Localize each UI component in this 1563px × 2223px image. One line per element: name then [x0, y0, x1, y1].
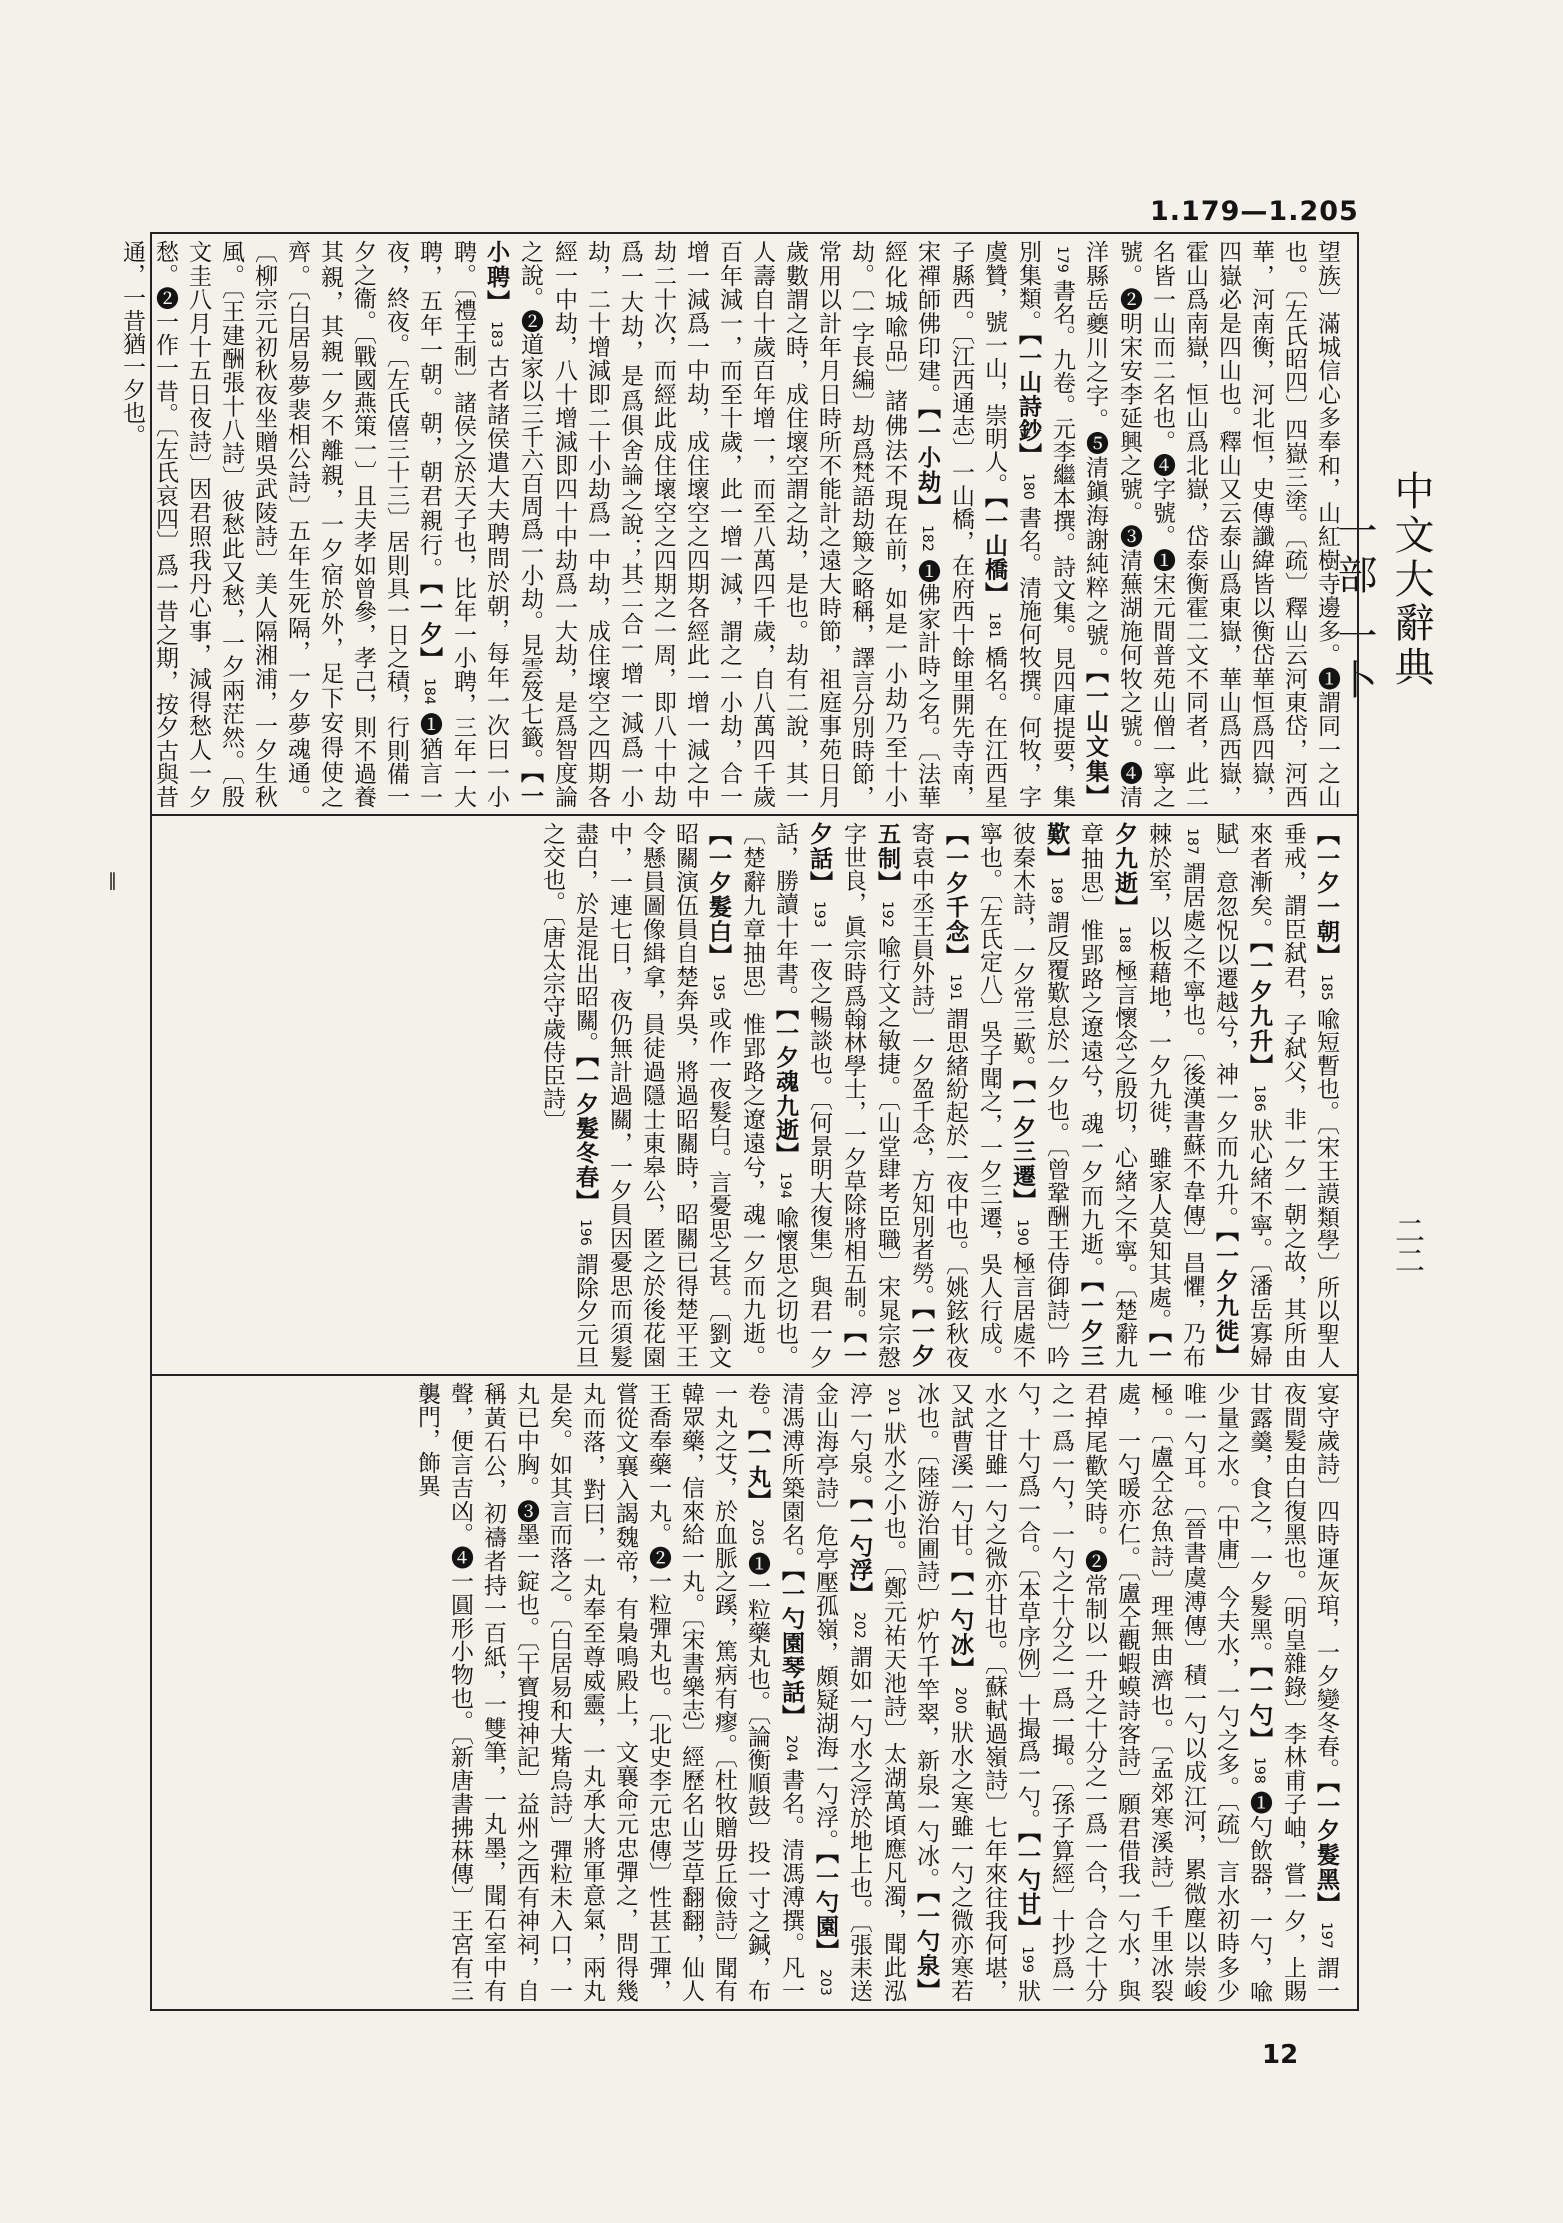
entry-definition: 極言居處不寧也。〔左氏定八〕吳子聞之，一夕三遷，吳人行成。 — [976, 822, 1035, 1369]
entry-number: 198 — [1251, 1757, 1267, 1785]
dictionary-title: 中文大辭典 — [1388, 470, 1434, 690]
entry-number: 189 — [1048, 876, 1064, 904]
entry-definition: 清馮溥所築園名。 — [778, 1382, 804, 1570]
section-label: 一部 一卜 — [1331, 510, 1377, 703]
entry-definition: ❶一粒藥丸也。〔論衡順鼓〕投一寸之鍼，布一丸之艾，於血脈之蹊，篤病有瘳。〔杜牧贈毋丘儉詩〕聞有韓眾藥，信來給一丸。〔宋書樂志〕經歷名山芝草翻翻，仙人王喬奉藥一丸。❷一粒彈丸也。〔北史李元忠傳〕性甚工彈，嘗從文襄入謁魏帝，有梟鳴殿上，文襄命元忠彈之，問得幾丸而落，對曰，一丸奉至尊威靈，一丸承大將軍意氣，兩丸是矣。如其言而落之。〔白居易和大觜烏詩〕彈粒未入口，一丸已中胸。❸墨一錠也。〔干寶搜神記〕益州之西有神祠，自稱黃石公，初禱者持一百紙，一雙筆，一丸墨，聞石室中有聲，便言吉凶。❹一圓形小物也。〔新唐書拂菻傳〕王宮有三襲門，飾異 — [414, 1382, 770, 2003]
entry-headword: 【一丸】 — [744, 1428, 771, 1514]
band-text — [119, 240, 1343, 809]
entry-definition: 謂如一勺水之浮於地上也。〔張耒送金山海亭詩〕危亭壓孤嶺，頗疑湖海一勺浮。 — [812, 1382, 872, 2003]
entry-definition: 書名。清馮溥撰。凡一卷。 — [744, 1382, 804, 2003]
entry-number: 192 — [879, 901, 895, 929]
entry-number: 195 — [710, 973, 726, 1001]
entry-headword: 【一勺園琴話】 — [778, 1569, 805, 1729]
entry-headword: 【一夕九徙】 — [1212, 1230, 1239, 1369]
entry-number: 180 — [1020, 473, 1036, 500]
entry-headword: 【一夕髮黑】 — [1313, 1781, 1340, 1917]
entry-definition: 橋名。在江西星子縣西。〔江西通志〕一山橋，在府西十餘里開先寺南，宋禪師佛印建。 — [914, 240, 1007, 809]
entry-definition: ❶勺飲器，一勺，喩少量之水。〔中庸〕今夫水，一勺之多。〔疏〕言水初時多少唯一勺耳。〔晉書虞溥傳〕積一勺以成江河，累微塵以崇峻極。〔盧仝忿魚詩〕理無由濟也。〔孟郊寒溪詩〕千里冰裂處，一勺暖亦仁。〔盧仝觀蝦蟆詩客詩〕願君借我一勺水，與君掉尾歡笑時。❷常制以一升之十分之一爲一合，合之十分之一爲一勺，一勺之十分之一爲一撮。〔孫子算經〕十抄爲一勺，十勺爲一合。〔本草序例〕十撮爲一勺。 — [1014, 1382, 1272, 2003]
entry-definition: 極言懷念之殷切，心緒之不寧。〔楚辭九章抽思〕惟郢路之遼遠兮，魂一夕而九逝。 — [1077, 822, 1137, 1368]
entry-definition: 謂一夜間髮由白復黑也。〔明皇雜錄〕李林甫子岫，嘗一夕，上賜甘露羹，食之，一夕髮黑。 — [1246, 1382, 1339, 2003]
entry-definition: ❶猶言一夜，終夜。〔左氏僖三十三〕居則具一日之積，行則備一夕之衞。〔戰國燕策一〕且夫孝如曾參，孝己，則不過養其親，其親一夕不離親，一夕宿於外，足下安得使之齊。〔白居易夢裴相公詩〕五年生死隔，一夕夢魂通。〔柳宗元初秋夜坐贈吳武陵詩〕美人隔湘浦，一夕生秋風。〔王建酬張十八詩〕彼愁此又愁，一夕兩茫然。〔殷文圭八月十五日夜詩〕因君照我丹心事，減得愁人一夕愁。❷一作一昔。〔左氏哀四〕爲一昔之期，按夕古與昔通，一昔猶一夕也。 — [119, 240, 442, 808]
dictionary-entry — [517, 240, 940, 808]
margin-mark: ‖ — [108, 870, 117, 891]
entry-definition: 狀心緒不寧。〔潘岳寡婦賦〕意忽怳以遷越兮，神一夕而九升。 — [1212, 822, 1272, 1369]
dictionary-entry — [908, 822, 968, 1368]
band-bottom — [166, 1382, 1343, 2002]
entry-number: 197 — [1318, 1922, 1334, 1950]
entry-definition: 謂居處之不寧也。〔後漢書蘇不韋傳〕昌懼，乃布棘於室，以板藉地，一夕九徙，雖家人莫知其處。 — [1145, 822, 1205, 1368]
entry-headword: 【一夕九逝】 — [1111, 822, 1172, 1369]
entry-number: 202 — [851, 1612, 867, 1639]
page-number: 12 — [1262, 2040, 1299, 2070]
entry-headword: 【一勺泉】 — [913, 1890, 940, 2003]
band-text — [166, 1382, 1343, 2002]
entry-number: 184 — [421, 677, 437, 705]
entry-number: 187 — [1184, 828, 1200, 855]
entry-definition: 狀水之小也。〔鄭元祐天池詩〕太湖萬頃應凡濁，聞此泓渟一勺泉。 — [846, 1382, 906, 2002]
entry-definition: 狀水之寒雖一勺之微亦寒若冰也。〔陸游治圃詩〕炉竹千竿翠，新泉一勺冰。 — [913, 1382, 973, 2003]
entry-headword: 【一勺園】 — [812, 1852, 839, 1964]
entry-definition: 書名。九卷。元李繼本撰。詩文集。見四庫提要，集別集類。 — [1015, 240, 1075, 808]
entry-number: 185 — [1318, 973, 1334, 1001]
entry-number: 203 — [817, 1969, 833, 1997]
entry-headword: 【一山橋】 — [981, 496, 1008, 607]
dictionary-entry — [1313, 1382, 1339, 1781]
entry-definition: 宴守歲詩〕四時運灰琯，一夕變冬春。 — [1313, 1382, 1339, 1782]
entry-headword: 【一山文集】 — [1082, 670, 1109, 809]
entry-number: 182 — [919, 525, 935, 552]
entry-number: 183 — [488, 320, 504, 348]
entry-headword: 【一勺】 — [1246, 1664, 1273, 1752]
page-frame — [119, 232, 1359, 2011]
entry-number: 191 — [947, 973, 963, 1001]
entry-headword: 【一夕髮白】 — [705, 822, 732, 968]
entry-headword: 【一夕一朝】 — [1313, 822, 1340, 968]
entry-definition: 喩懷思之切也。〔楚辭九章抽思〕惟郢路之遼遠兮，魂一夕而九逝。 — [739, 822, 798, 1369]
entry-definition: 書名。清施何牧撰。何牧，字虞贊，號一山，崇明人。 — [981, 240, 1041, 809]
entry-definition: 喩短暫也。〔宋王謨類學〕所以聖人垂戒，謂臣弑君，子弑父，非一夕一朝之故，其所由來者漸矣。 — [1246, 822, 1339, 1369]
entry-number: 204 — [783, 1734, 799, 1762]
entry-definition: 謂除夕元旦之交也。〔唐太宗守歲侍臣詩〕 — [539, 822, 598, 1369]
entry-definition: 古者諸侯遣大夫聘問於朝，每年一次曰一小聘。〔禮王制〕諸侯之於天子也，比年一小聘，三年一大聘，五年一朝。朝，朝君親行。 — [416, 240, 509, 809]
dictionary-entry — [1082, 240, 1340, 808]
dictionary-entry — [119, 240, 442, 808]
entry-number: 200 — [952, 1687, 968, 1714]
entry-number: 181 — [986, 612, 1002, 639]
entry-headword: 【一小劫】 — [914, 406, 941, 520]
side-number: 二二 — [1389, 1215, 1424, 1275]
entry-headword: 【一夕三遷】 — [1009, 1078, 1036, 1213]
entry-headword: 【一勺甘】 — [1014, 1831, 1041, 1941]
entry-headword: 【一勺冰】 — [947, 1570, 974, 1682]
entry-number: 194 — [777, 1172, 793, 1200]
entry-number: 188 — [1116, 925, 1132, 953]
entry-definition: 狀水之甘雖一勺之微亦甘也。〔蘇軾過嶺詩〕七年來往我何堪，又試曹溪一勺甘。 — [947, 1382, 1040, 2003]
entry-number: 179 — [1054, 246, 1070, 273]
entry-definition: 謂反覆歎息於一夕也。〔曾鞏酬王侍御詩〕吟彼秦木詩，一夕常三歎。 — [1009, 822, 1069, 1369]
entry-headword: 【一夕三歎】 — [1043, 822, 1104, 1369]
entry-headword: 【一夕魂九逝】 — [772, 1008, 799, 1167]
entry-headword: 【一勺浮】 — [846, 1497, 873, 1606]
entry-headword: 【一夕九升】 — [1246, 941, 1273, 1079]
entry-range: 1.179—1.205 — [1150, 196, 1359, 227]
entry-definition: 謂思緒紛起於一夜中也。〔姚鉉秋夜寄袁中丞王員外詩〕一夕盈千念，方知別者勞。 — [908, 822, 968, 1369]
band-divider-1 — [152, 814, 1357, 816]
entry-number: 196 — [577, 1218, 593, 1246]
band-top — [119, 240, 1343, 809]
dictionary-entry — [1014, 1382, 1272, 2002]
entry-number: 193 — [811, 901, 827, 929]
entry-headword: 【一夕髮冬春】 — [572, 1054, 599, 1213]
entry-number: 199 — [1019, 1946, 1035, 1973]
entry-headword: 【一小聘】 — [483, 240, 544, 809]
entry-number: 186 — [1251, 1084, 1267, 1112]
band-divider-2 — [152, 1374, 1357, 1376]
entry-definition: ❶佛家計時之名。〔法華經化城喩品〕諸佛法不現在前，如是一小劫乃至十小劫。〔一字長編〕劫爲梵語劫簸之略稱，譯言分別時節，常用以計年月日時所不能計之遠大時節，祖庭事苑日月歲數謂之時，成住壞空謂之劫，是也。劫有二說，其一人壽自十歲百年增一，而至八萬四千歲，自八萬四千歲百年減一，而至十歲，此一增一減，謂之一小劫，合一增一減爲一中劫，成住壞空之四期各經此一增一減之中劫二十次，而經此成住壞空之四期之一周，即八十中劫爲一大劫，是爲俱舍論之說；其二合一增一減爲一小劫，二十增減即二十小劫爲一中劫，成住壞空之四期各經一中劫，八十增減即四十中劫爲一大劫，是爲智度論之說。❷道家以三千六百周爲一小劫。見雲笈七籤。 — [517, 240, 940, 809]
band-text — [166, 822, 1343, 1368]
dictionary-entry — [414, 1382, 770, 2002]
entry-number: 190 — [1014, 1218, 1030, 1246]
entry-headword: 【一山詩鈔】 — [1015, 333, 1042, 468]
entry-number: 205 — [749, 1519, 765, 1546]
entry-definition: 或作一夜髮白。言憂思之甚。〔劉文昭關演伍員自楚奔吳，將過昭關時，昭關已得楚平王令懸員圖像緝拿，員徒過隱士東皋公，匿之於後花園中，一連七日，夜仍無計過關，一夕員因憂思而須髮盡白，於是混出昭關。 — [572, 822, 731, 1369]
entry-definition: 望族〕滿城信心多奉和，山紅樹寺邊多。❶謂同一之山也。〔左氏昭四〕四嶽三塗。〔疏〕釋山云河東岱，河西華，河南衡，河北恒，史傳讖緯皆以衡岱華恒爲四嶽，四嶽必是四山也。釋山又云泰山爲東嶽，華山爲西嶽，霍山爲南嶽，恒山爲北嶽，岱泰衡霍二文不同者，此二名皆一山而二名也。❹字號。❶宋元間普苑山僧一寧之號。❷明宋安李延興之號。❸清蕪湖施何牧之號。❹清洋縣岳夔川之字。❺清鎭海謝純粹之號。 — [1082, 240, 1340, 808]
running-title — [1331, 470, 1440, 910]
entry-headword: 【一夕五制】 — [874, 822, 935, 1369]
entry-headword: 【一夕千念】 — [942, 822, 969, 968]
entry-definition: 喩行文之敏捷。〔山堂肆考臣職〕宋晁宗慤字世良，眞宗時爲翰林學士，一夕草除將相五制。 — [840, 822, 900, 1369]
entry-definition: 一夜之暢談也。〔何景明大復集〕與君一夕話，勝讀十年書。 — [772, 822, 832, 1369]
entry-headword: 【一夕話】 — [806, 822, 867, 1369]
band-middle — [166, 822, 1343, 1368]
entry-headword: 【一夕】 — [416, 581, 443, 672]
entry-number: 201 — [885, 1388, 901, 1415]
